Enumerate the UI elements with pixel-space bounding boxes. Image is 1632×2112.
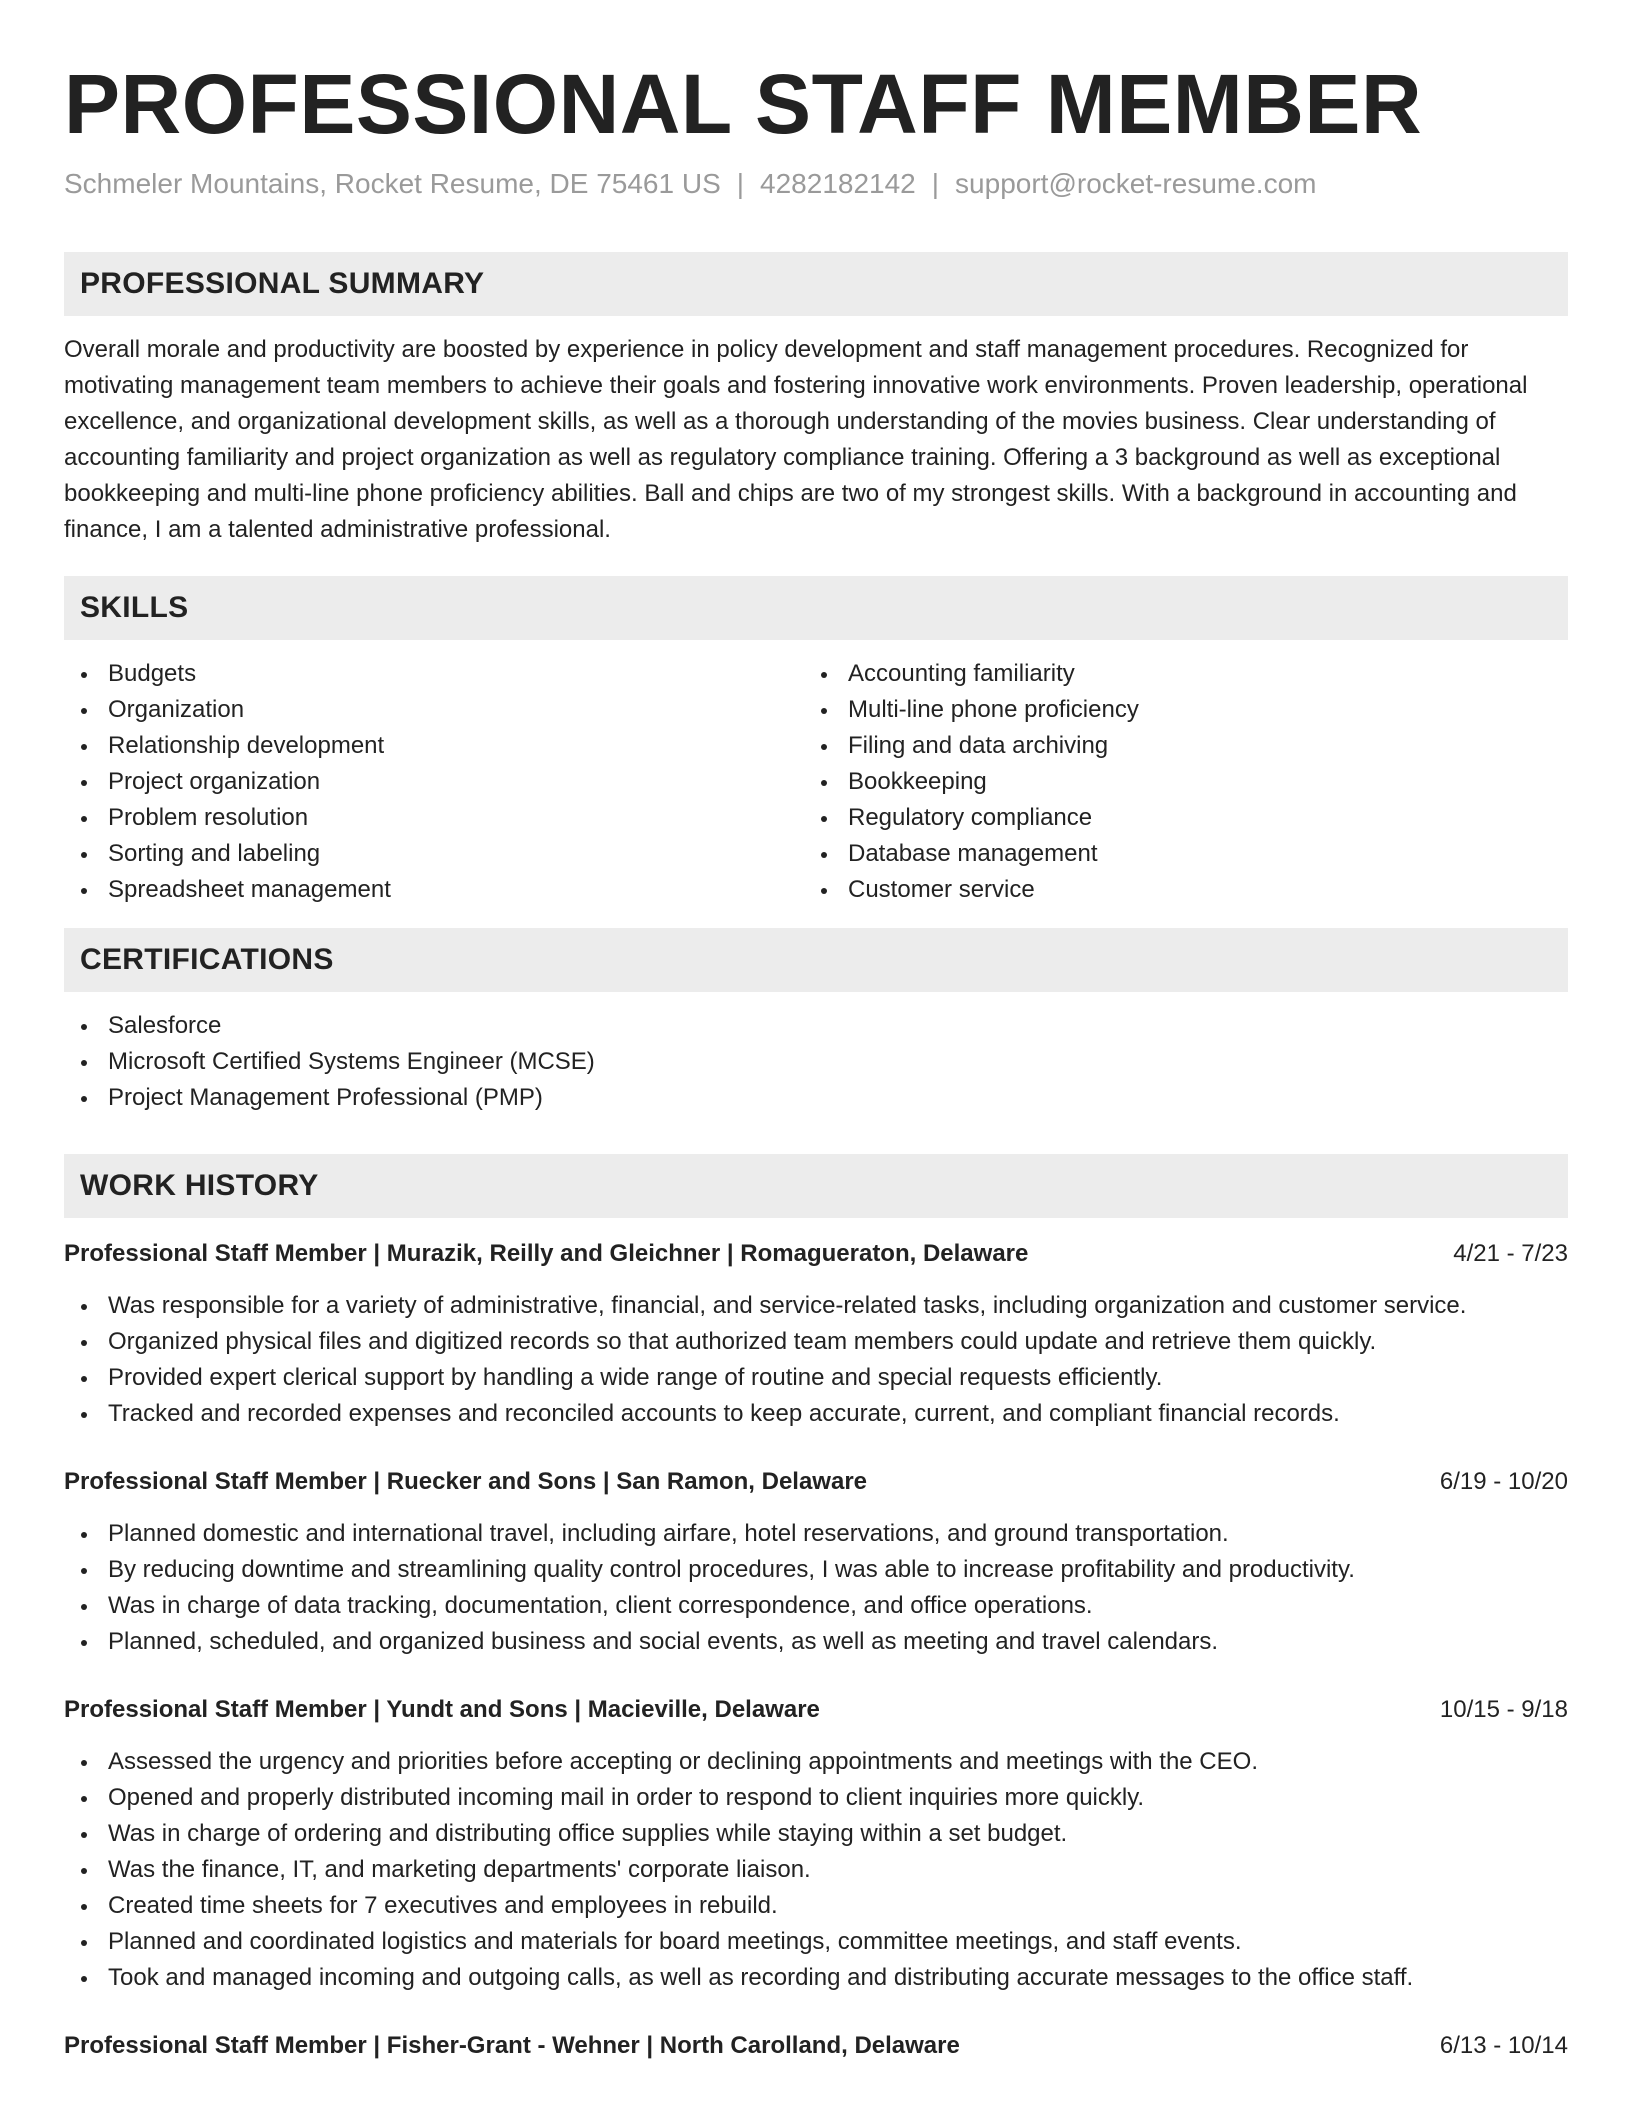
certifications-heading: CERTIFICATIONS [64, 928, 1568, 992]
job-title: Professional Staff Member | Ruecker and Sons | San Ramon, Delaware [64, 1468, 868, 1495]
job-entry [64, 1238, 1568, 1432]
job-dates: 4/21 - 7/23 [1453, 1240, 1568, 1267]
skill-item: Accounting familiarity [804, 656, 1544, 692]
job-header [64, 1694, 1568, 1726]
skill-item: Regulatory compliance [804, 800, 1544, 836]
job-duties-list [64, 1288, 1568, 1432]
contact-email: support@rocket-resume.com [955, 168, 1317, 199]
certifications-list [64, 1008, 1568, 1116]
skill-item: Customer service [804, 872, 1544, 908]
job-duty: Provided expert clerical support by handling a wide range of routine and special requests efficiently. [64, 1360, 1568, 1396]
job-duty: Was responsible for a variety of administrative, financial, and service-related tasks, including organization and customer service. [64, 1288, 1568, 1324]
contact-separator: | [931, 168, 940, 199]
job-duties-list [64, 1516, 1568, 1660]
job-entry [64, 2030, 1568, 2062]
certification-item: Salesforce [64, 1008, 1568, 1044]
contact-line [64, 166, 1568, 202]
skill-item: Organization [64, 692, 804, 728]
job-duty: Assessed the urgency and priorities before accepting or declining appointments and meetings with the CEO. [64, 1744, 1568, 1780]
job-duty: Planned domestic and international travel, including airfare, hotel reservations, and ground transportation. [64, 1516, 1568, 1552]
job-duty: Organized physical files and digitized records so that authorized team members could update and retrieve them quickly. [64, 1324, 1568, 1360]
job-header [64, 1238, 1568, 1270]
job-dates: 10/15 - 9/18 [1439, 1696, 1568, 1723]
job-duty: Was the finance, IT, and marketing departments' corporate liaison. [64, 1852, 1568, 1888]
skill-item: Filing and data archiving [804, 728, 1544, 764]
skills-heading: SKILLS [64, 576, 1568, 640]
job-header [64, 1466, 1568, 1498]
job-duty: Took and managed incoming and outgoing calls, as well as recording and distributing accurate messages to the office staff. [64, 1960, 1568, 1996]
job-header [64, 2030, 1568, 2062]
skills-left-list [64, 656, 804, 908]
job-title: Professional Staff Member | Murazik, Reilly and Gleichner | Romagueraton, Delaware [64, 1240, 1029, 1267]
certification-item: Project Management Professional (PMP) [64, 1080, 1568, 1116]
skill-item: Problem resolution [64, 800, 804, 836]
resume-name: PROFESSIONAL STAFF MEMBER [64, 57, 1423, 151]
job-entry [64, 1466, 1568, 1660]
job-duty: Tracked and recorded expenses and reconciled accounts to keep accurate, current, and compliant financial records. [64, 1396, 1568, 1432]
job-duty: By reducing downtime and streamlining quality control procedures, I was able to increase profitability and productivity. [64, 1552, 1568, 1588]
job-duties-list [64, 1744, 1568, 1996]
job-duty: Opened and properly distributed incoming mail in order to respond to client inquiries more quickly. [64, 1780, 1568, 1816]
contact-separator: | [736, 168, 745, 199]
summary-heading: PROFESSIONAL SUMMARY [64, 252, 1568, 316]
job-dates: 6/13 - 10/14 [1439, 2032, 1568, 2059]
contact-phone: 4282182142 [760, 168, 916, 199]
job-title: Professional Staff Member | Yundt and Sons | Macieville, Delaware [64, 1696, 820, 1723]
job-duty: Was in charge of ordering and distributing office supplies while staying within a set budget. [64, 1816, 1568, 1852]
summary-text: Overall morale and productivity are boosted by experience in policy development and staff management procedures. Recognized for motivating management team members to achieve their goals and fostering innovative work environments. Proven leadership, operational excellence, and organizational development skills, as well as a thorough understanding of the movies business. Clear understanding of accounting familiarity and project organization as well as regulatory compliance training. Offering a 3 background as well as exceptional bookkeeping and multi-line phone proficiency abilities. Ball and chips are two of my strongest skills. With a background in accounting and finance, I am a talented administrative professional. [64, 336, 1528, 543]
job-duty: Planned, scheduled, and organized business and social events, as well as meeting and travel calendars. [64, 1624, 1568, 1660]
certification-item: Microsoft Certified Systems Engineer (MCSE) [64, 1044, 1568, 1080]
skill-item: Spreadsheet management [64, 872, 804, 908]
skill-item: Database management [804, 836, 1544, 872]
skill-item: Relationship development [64, 728, 804, 764]
skill-item: Bookkeeping [804, 764, 1544, 800]
skill-item: Multi-line phone proficiency [804, 692, 1544, 728]
skills-columns [64, 656, 1568, 908]
job-dates: 6/19 - 10/20 [1439, 1468, 1568, 1495]
job-duty: Was in charge of data tracking, documentation, client correspondence, and office operations. [64, 1588, 1568, 1624]
skill-item: Budgets [64, 656, 804, 692]
contact-address: Schmeler Mountains, Rocket Resume, DE 75461 US [64, 168, 721, 199]
job-duty: Planned and coordinated logistics and materials for board meetings, committee meetings, and staff events. [64, 1924, 1568, 1960]
skills-right-list [804, 656, 1544, 908]
skill-item: Project organization [64, 764, 804, 800]
job-title: Professional Staff Member | Fisher-Grant - Wehner | North Carolland, Delaware [64, 2032, 960, 2059]
skill-item: Sorting and labeling [64, 836, 804, 872]
work-history-heading: WORK HISTORY [64, 1154, 1568, 1218]
job-duty: Created time sheets for 7 executives and employees in rebuild. [64, 1888, 1568, 1924]
job-entry [64, 1694, 1568, 1996]
